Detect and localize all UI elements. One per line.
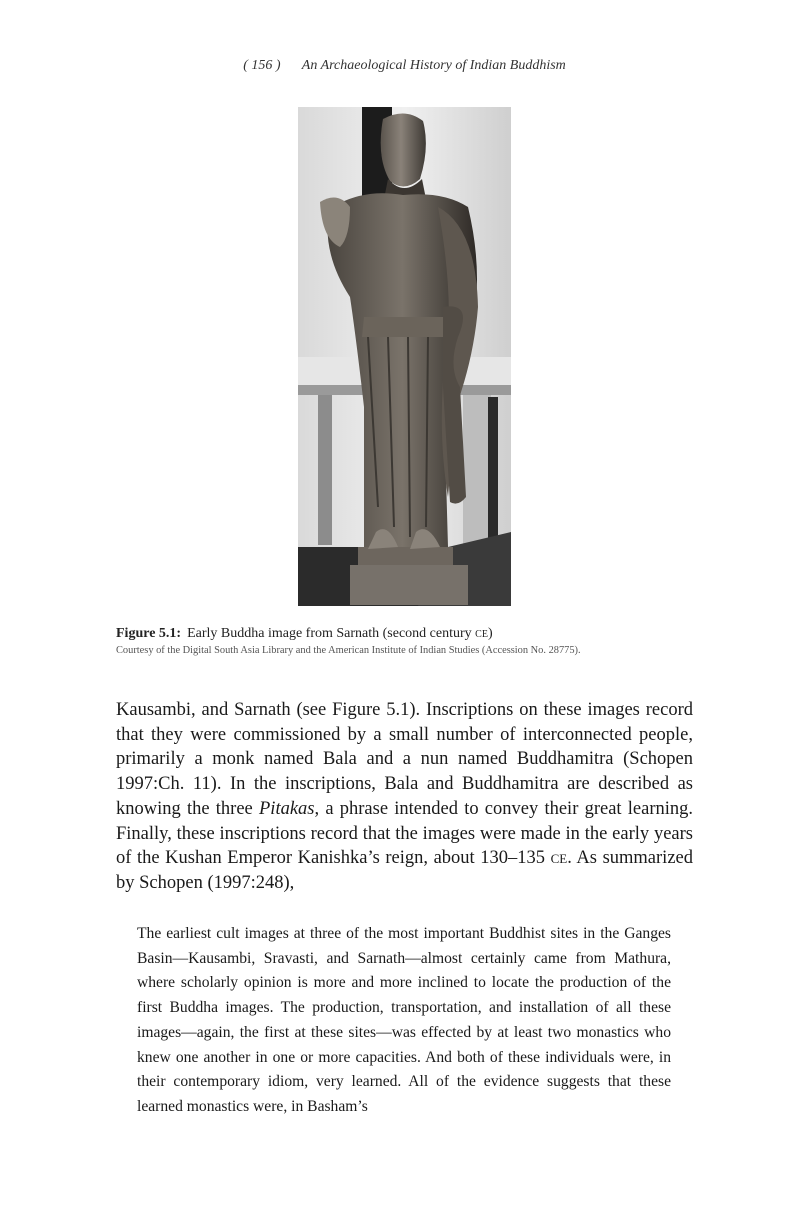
caption-era: ce [475, 626, 488, 641]
body-italic-pitakas: Pitakas [259, 798, 315, 819]
figure-label: Figure 5.1: [116, 626, 182, 641]
caption-line [116, 626, 696, 642]
book-title: An Archaeological History of Indian Buddhism [301, 58, 566, 73]
body-text-a: Kausambi, and Sarnath (see Figure 5.1). Inscriptions on these images record that they were commissioned by a small number of interconnected people, primarily a monk named Bala and a nun named Buddhamitra (Schopen 1997:Ch. 11). In the inscriptions, Bala and Buddhamitra are described as knowing the three [116, 700, 693, 819]
figure-credit: Courtesy of the Digital South Asia Library and the American Institute of Indian Studies (Accession No. 28775). [116, 645, 581, 656]
body-paragraph [116, 698, 693, 896]
body-text-c: . As summarized by Schopen (1997:248), [116, 848, 693, 893]
body-text-b: , a phrase intended to convey their great learning. Finally, these inscriptions record that the images were made in the early years of the Kushan Emperor Kanishka’s reign, about 130–135 [116, 798, 694, 869]
running-header [0, 58, 809, 74]
figure-caption [116, 626, 696, 656]
body-era: ce [550, 848, 568, 869]
page-number: ( 156 ) [243, 58, 281, 73]
caption-end: ) [487, 626, 493, 641]
block-quote: The earliest cult images at three of the most important Buddhist sites in the Ganges Basin—Kausambi, Sravasti, and Sarnath—almost certainly came from Mathura, where scholarly opinion is more and more inclined to locate the production of the first Buddha images. The production, transportation, and installation of all these images—again, the first at these sites—was effected by at least two monastics who knew one another in one or more capacities. And both of these individuals were, in their contemporary idiom, very learned. All of the evidence suggests that these learned monastics were, in Basham’s [137, 925, 671, 1115]
figure-photo-buddha-statue [298, 107, 511, 606]
caption-text: Early Buddha image from Sarnath (second century [187, 626, 476, 641]
